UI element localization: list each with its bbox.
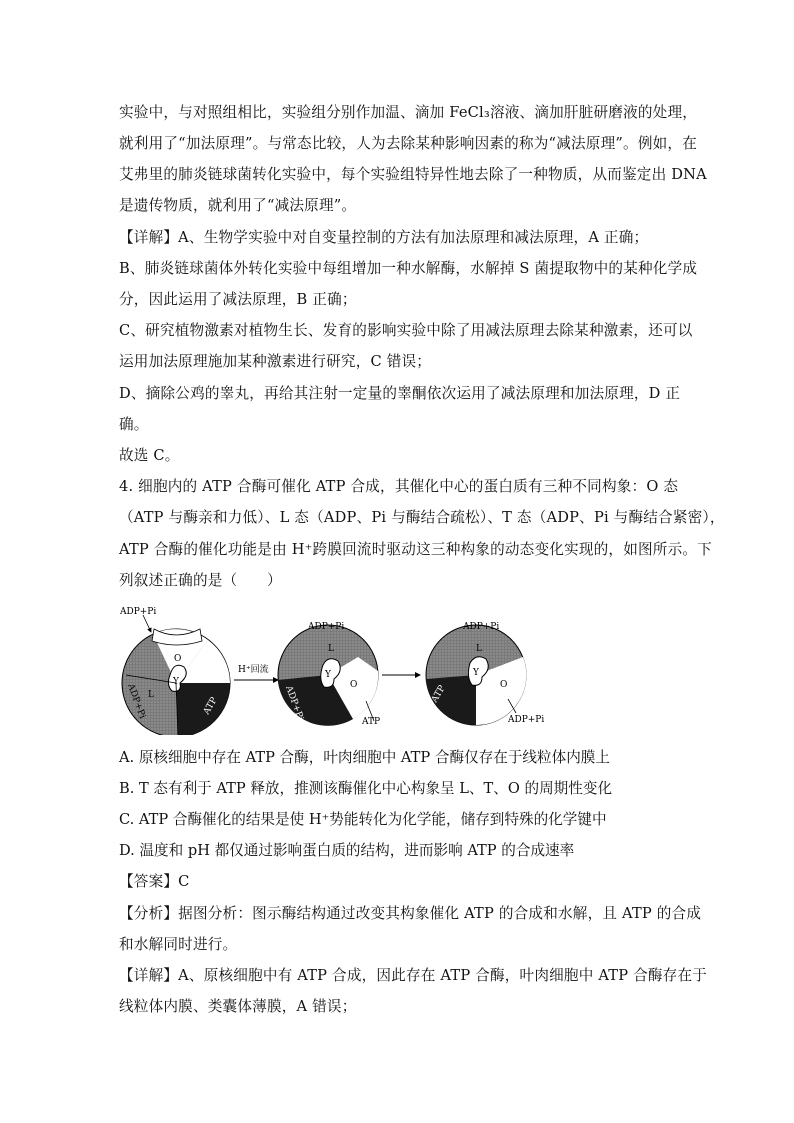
c3-o-label: O [500, 680, 508, 690]
c3-l-label: L [476, 644, 482, 654]
text-line: 艾弗里的肺炎链球菌转化实验中，每个实验组特异性地去除了一种物质，从而鉴定出 DNA [119, 166, 707, 183]
c2-left-label: ADP+Pi [283, 684, 305, 723]
detail-line: 【详解】A、原核细胞中有 ATP 合成，因此存在 ATP 合酶，叶肉细胞中 ATP 合酶存在于 [119, 967, 708, 984]
text-line: 确。 [119, 416, 149, 433]
c3-y-label: Y [473, 668, 479, 678]
text-line: 分，因此运用了减法原理，B 正确； [119, 291, 357, 308]
option-c: C. ATP 合酶催化的结果是使 H⁺势能转化为化学能，储存到特殊的化学键中 [119, 811, 607, 828]
c2-top-label: ADP+Pi [308, 622, 345, 632]
c2-y-label: Y [325, 670, 331, 680]
text-line: 是遗传物质，就利用了“减法原理”。 [119, 197, 357, 214]
c2-o-label: O [350, 680, 358, 690]
c1-l-label: L [148, 690, 154, 700]
c1-y-label: Y [173, 677, 179, 687]
option-d: D. 温度和 pH 都仅通过影响蛋白质的结构，进而影响 ATP 的合成速率 [119, 842, 575, 859]
analysis-line: 【分析】据图分析：图示酶结构通过改变其构象催化 ATP 的合成和水解，且 ATP 的合成 [119, 905, 702, 922]
question-stem-line: 4. 细胞内的 ATP 合酶可催化 ATP 合成，其催化中心的蛋白质有三种不同构象：O 态 [119, 478, 679, 495]
text-line: 【详解】A、生物学实验中对自变量控制的方法有加法原理和减法原理，A 正确； [119, 229, 649, 246]
c1-atp-label: ATP [201, 695, 220, 717]
text-line: B、肺炎链球菌体外转化实验中每组增加一种水解酶，水解掉 S 菌提取物中的某种化学成 [119, 260, 698, 277]
c2-out-label: ATP [362, 717, 381, 727]
atp-synthase-conformation-diagram [118, 605, 563, 735]
c3-left-label: ATP [429, 683, 448, 705]
c1-left-label: ADP+Pi [125, 682, 147, 721]
text-line: 运用加法原理施加某种激素进行研究，C 错误； [119, 353, 432, 370]
c3-out-label: ADP+Pi [508, 715, 545, 725]
c1-top-label: ADP+Pi [120, 607, 157, 617]
option-a: A. 原核细胞中存在 ATP 合酶，叶肉细胞中 ATP 合酶仅存在于线粒体内膜上 [119, 749, 610, 766]
text-line: D、摘除公鸡的睾丸，再给其注射一定量的睾酮依次运用了减法原理和加法原理，D 正 [119, 385, 681, 402]
answer-line: 【答案】C [119, 873, 190, 890]
text-line: 实验中，与对照组相比，实验组分别作加温、滴加 FeCl₃溶液、滴加肝脏研磨液的处理， [119, 104, 698, 121]
c3-top-label: ADP+Pi [463, 622, 500, 632]
c2-l-label: L [328, 644, 334, 654]
text-line: 就利用了“加法原理”。与常态比较，人为去除某种影响因素的称为“减法原理”。例如，在 [119, 135, 698, 152]
question-stem-line: 列叙述正确的是（ ） [119, 572, 282, 589]
option-b: B. T 态有利于 ATP 释放，推测该酶催化中心构象呈 L、T、O 的周期性变化 [119, 780, 613, 797]
text-line: C、研究植物激素对植物生长、发育的影响实验中除了用减法原理去除某种激素，还可以 [119, 322, 693, 339]
question-stem-line: （ATP 与酶亲和力低）、L 态（ADP、Pi 与酶结合疏松）、T 态（ADP、Pi 与酶结合紧密）， [119, 509, 725, 526]
text-line: 故选 C。 [119, 447, 180, 464]
analysis-line: 和水解同时进行。 [119, 936, 238, 953]
c1-o-label: O [174, 654, 182, 664]
detail-line: 线粒体内膜、类囊体薄膜，A 错误； [119, 998, 357, 1015]
arrow1-label: H⁺回流 [238, 665, 269, 675]
question-stem-line: ATP 合酶的催化功能是由 H⁺跨膜回流时驱动这三种构象的动态变化实现的，如图所示。下 [119, 541, 712, 558]
